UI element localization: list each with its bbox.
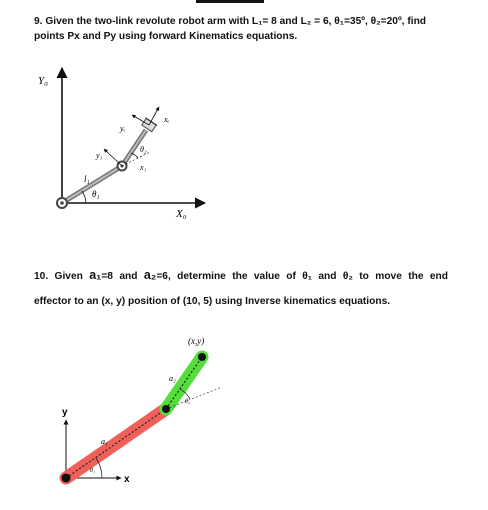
xe-label: xₑ <box>164 115 170 124</box>
base-joint <box>62 474 71 483</box>
figure-2 <box>62 336 223 485</box>
x1-label: x₁ <box>140 163 147 172</box>
theta1-label: θ₁ <box>90 468 96 474</box>
theta2-label: θ₂ <box>185 399 191 405</box>
elbow-joint <box>162 405 170 413</box>
y1-label: y₁ <box>96 151 103 160</box>
theta2-arc <box>131 153 138 158</box>
theta1-label: θ₁ <box>92 189 100 199</box>
question-10-line1: 10. Given a₁=8 and a₂=6, determine the value of θ₁ and θ₂ to move the end <box>34 268 449 282</box>
question-10-line2: effector to an (x, y) position of (10, 5) using Inverse kinematics equations. <box>34 296 391 307</box>
l1-label: l₁ <box>84 174 90 184</box>
y-label: y <box>62 407 68 418</box>
point-label: (x,y) <box>188 336 205 346</box>
x0-label: X₀ <box>176 208 187 220</box>
y1-axis <box>104 149 122 166</box>
theta2-label: θ₂ <box>140 145 147 154</box>
question-9-line2: points Px and Py using forward Kinematics equations. <box>34 31 298 42</box>
a2-label: a₂ <box>169 374 176 383</box>
xe-axis <box>149 107 159 125</box>
question-9-line1: 9. Given the two-link revolute robot arm with L₁= 8 and L₂ = 6, θ₁=35º, θ₂=20º, find <box>34 16 427 27</box>
y0-label: Y₀ <box>38 75 48 87</box>
x-label: x <box>124 474 130 485</box>
a1-label: a₁ <box>101 437 108 446</box>
ye-label: yₑ <box>120 124 126 133</box>
figure-1 <box>38 68 205 220</box>
end-point <box>198 353 206 361</box>
